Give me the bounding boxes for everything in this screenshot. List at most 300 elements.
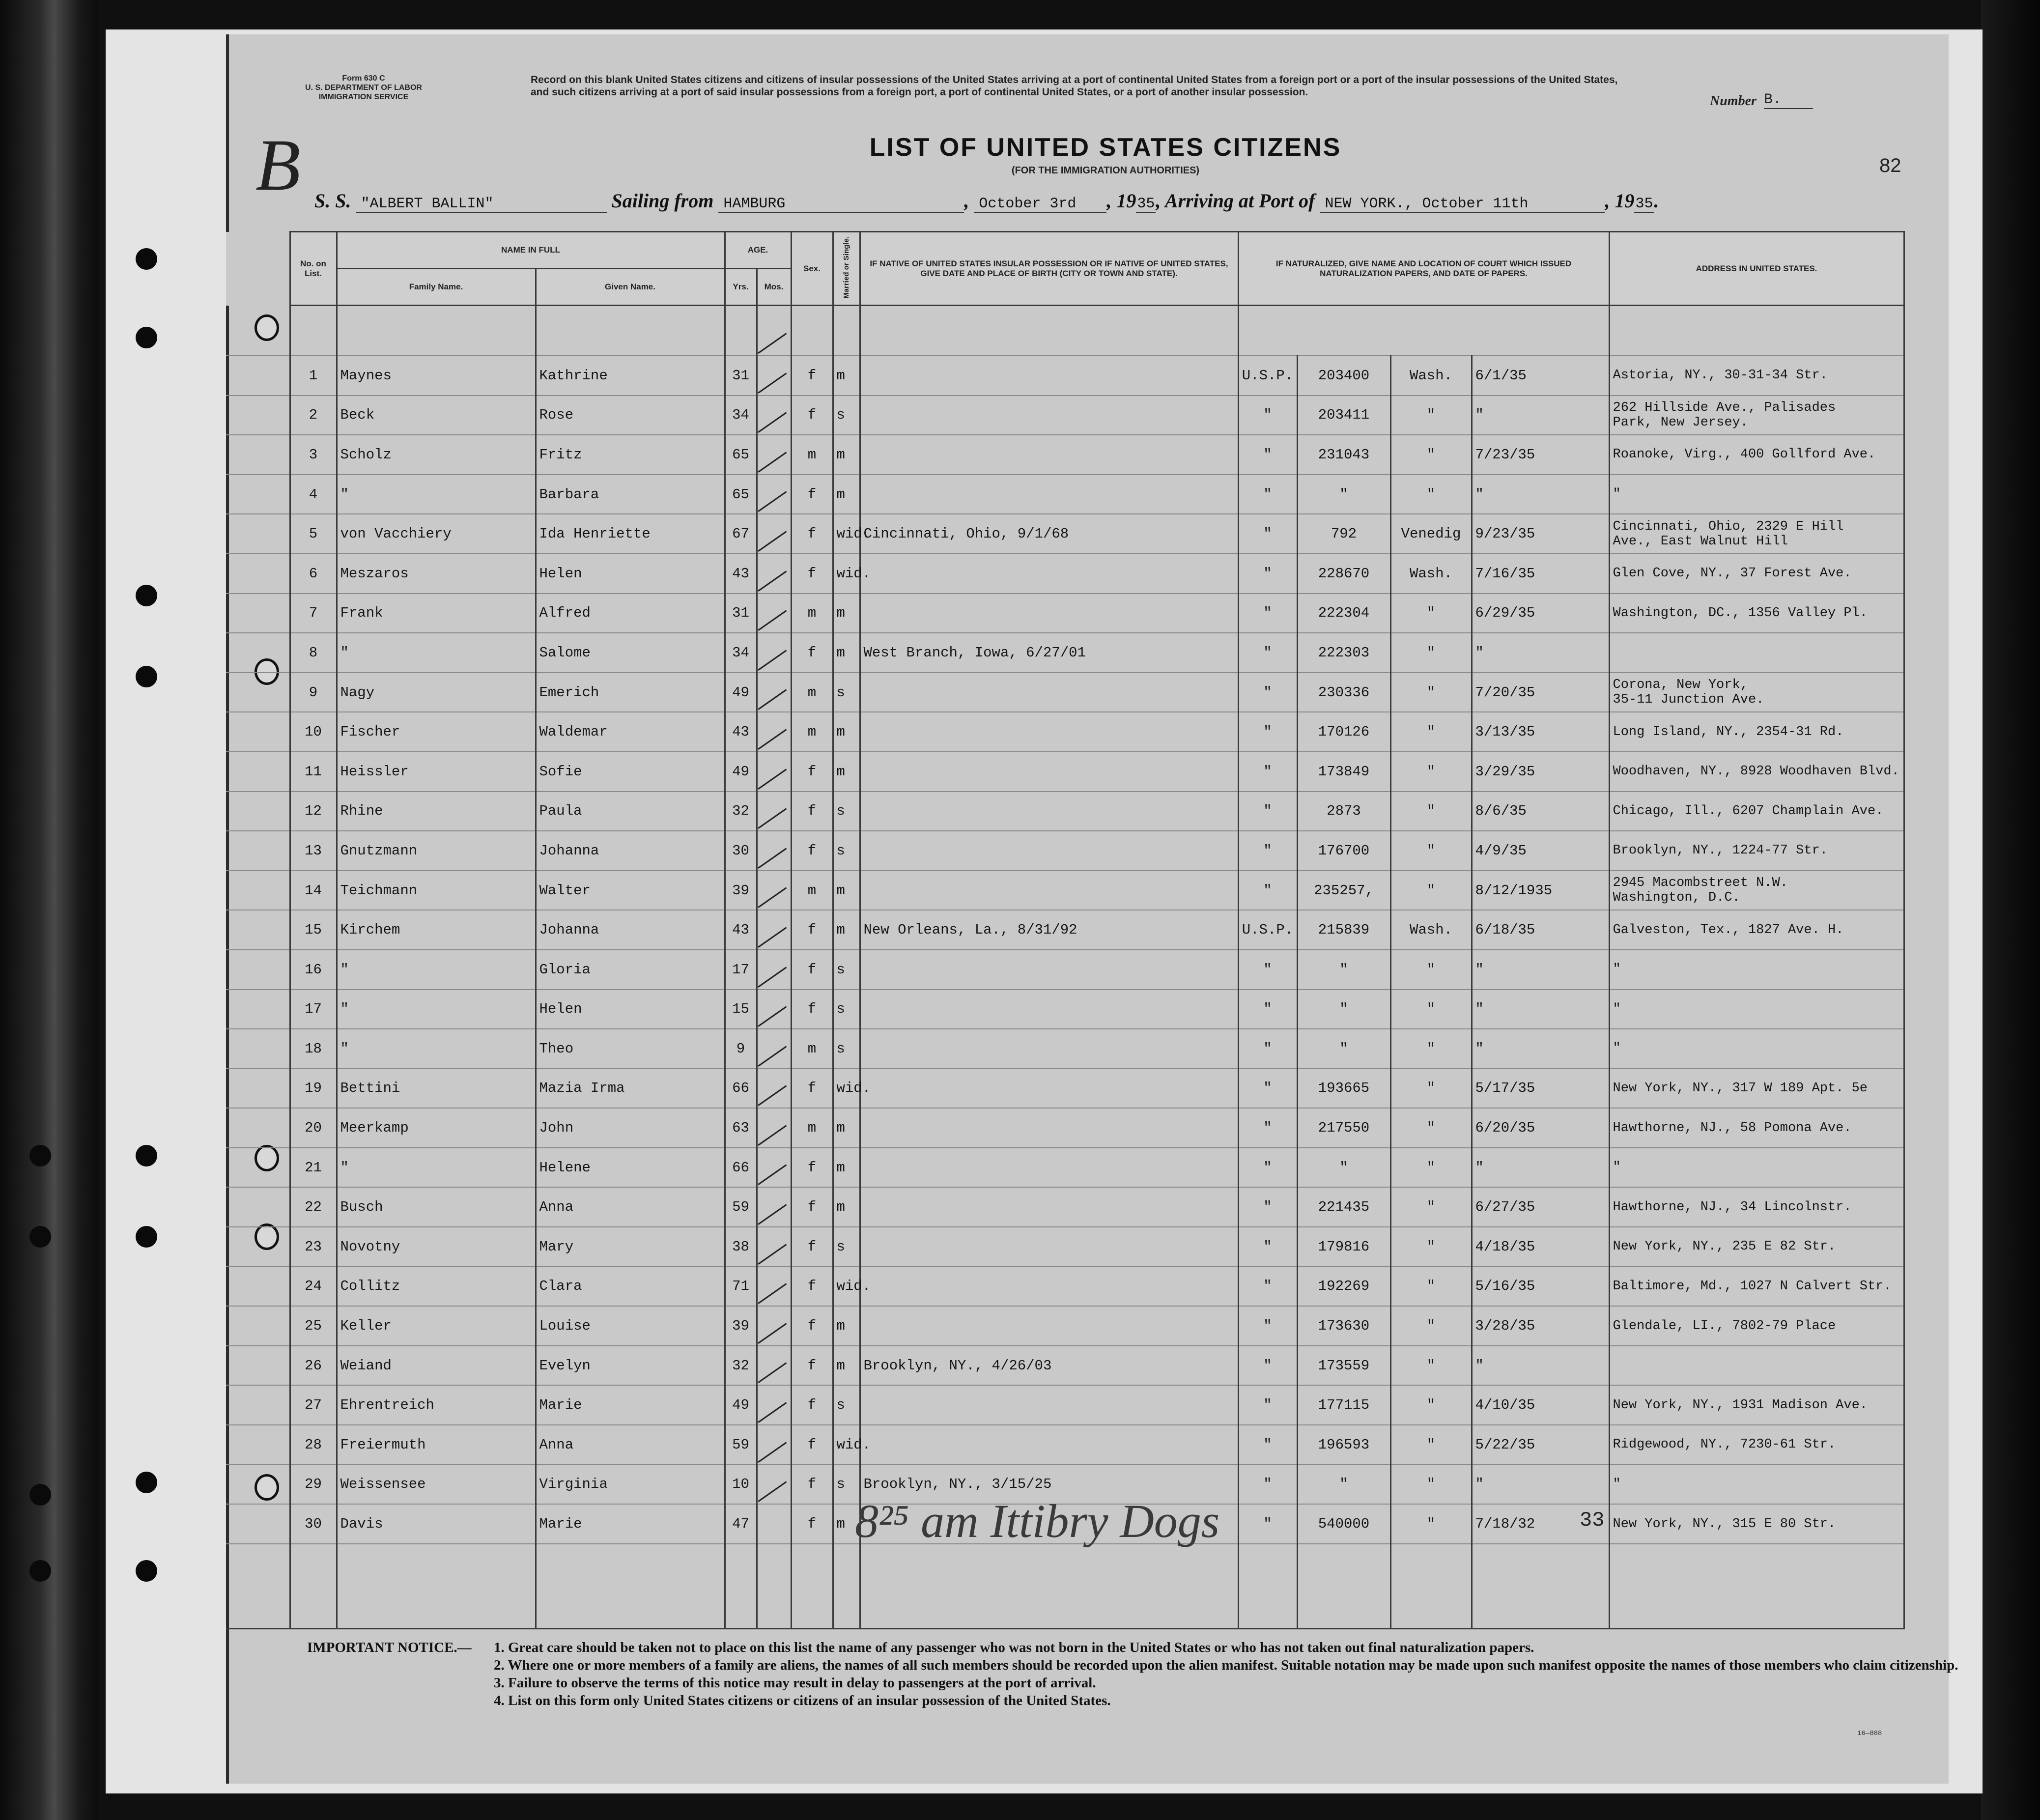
birth-place-date: Cincinnati, Ohio, 9/1/68 <box>860 514 1238 554</box>
given-name: Marie <box>536 1385 725 1425</box>
birth-place-date <box>860 831 1238 871</box>
age-years: 59 <box>725 1187 757 1227</box>
table-row <box>226 396 1904 435</box>
sex: m <box>791 1029 833 1069</box>
birth-place-date <box>860 752 1238 792</box>
sex: f <box>791 1187 833 1227</box>
naturalization-court: " <box>1238 554 1297 594</box>
table-row <box>226 831 1904 871</box>
naturalization-number: 2873 <box>1297 792 1390 831</box>
table-row <box>226 1306 1904 1346</box>
margin-cell <box>226 1029 290 1069</box>
sex: f <box>791 1346 833 1386</box>
margin-cell <box>226 1385 290 1425</box>
marital-status: s <box>833 990 860 1029</box>
sex: m <box>791 435 833 475</box>
margin-cell <box>226 1267 290 1307</box>
naturalization-location: " <box>1390 792 1472 831</box>
marital-status: s <box>833 792 860 831</box>
naturalization-court: " <box>1238 1267 1297 1307</box>
family-name: Rhine <box>337 792 536 831</box>
sex: f <box>791 1465 833 1505</box>
naturalization-date: 8/6/35 <box>1472 792 1609 831</box>
naturalization-date: 3/29/35 <box>1472 752 1609 792</box>
birth-place-date <box>860 990 1238 1029</box>
given-name: Waldemar <box>536 712 725 752</box>
margin-cell <box>226 356 290 396</box>
table-row <box>226 990 1904 1029</box>
naturalization-court: " <box>1238 1346 1297 1386</box>
naturalization-court: " <box>1238 1385 1297 1425</box>
age-years: 38 <box>725 1227 757 1267</box>
naturalization-number: 192269 <box>1297 1267 1390 1307</box>
naturalization-court: " <box>1238 514 1297 554</box>
naturalization-number: 179816 <box>1297 1227 1390 1267</box>
us-address: Corona, New York, 35-11 Junction Ave. <box>1609 673 1904 712</box>
margin-cell <box>226 1465 290 1505</box>
naturalization-number: " <box>1297 950 1390 990</box>
col-yrs: Yrs. <box>725 269 757 306</box>
naturalization-date: 7/23/35 <box>1472 435 1609 475</box>
family-name: Weiand <box>337 1346 536 1386</box>
row-number: 25 <box>290 1306 337 1346</box>
age-years: 31 <box>725 356 757 396</box>
naturalization-number: 217550 <box>1297 1108 1390 1148</box>
us-address: " <box>1609 1029 1904 1069</box>
marital-status: s <box>833 1227 860 1267</box>
age-years: 17 <box>725 950 757 990</box>
naturalization-court: " <box>1238 396 1297 435</box>
naturalization-number: 177115 <box>1297 1385 1390 1425</box>
birth-place-date <box>860 554 1238 594</box>
sex: f <box>791 1385 833 1425</box>
age-years: 49 <box>725 1385 757 1425</box>
family-name: Nagy <box>337 673 536 712</box>
naturalization-date: 6/1/35 <box>1472 356 1609 396</box>
binder-hole <box>136 248 157 270</box>
given-name: Johanna <box>536 831 725 871</box>
birth-place-date: New Orleans, La., 8/31/92 <box>860 910 1238 950</box>
margin-cell <box>226 673 290 712</box>
row-number: 24 <box>290 1267 337 1307</box>
marital-status: m <box>833 910 860 950</box>
naturalization-date: 6/27/35 <box>1472 1187 1609 1227</box>
age-years: 32 <box>725 792 757 831</box>
marital-status: m <box>833 594 860 633</box>
family-name: " <box>337 475 536 514</box>
margin-cell <box>226 1346 290 1386</box>
naturalization-location: Wash. <box>1390 554 1472 594</box>
row-number: 26 <box>290 1346 337 1386</box>
naturalization-number: 228670 <box>1297 554 1390 594</box>
row-number: 5 <box>290 514 337 554</box>
sex: f <box>791 950 833 990</box>
naturalization-number: " <box>1297 990 1390 1029</box>
family-name: " <box>337 1029 536 1069</box>
row-number: 7 <box>290 594 337 633</box>
family-name: Novotny <box>337 1227 536 1267</box>
row-number: 29 <box>290 1465 337 1505</box>
row-number: 6 <box>290 554 337 594</box>
marital-status: m <box>833 475 860 514</box>
age-years: 66 <box>725 1148 757 1188</box>
row-number: 23 <box>290 1227 337 1267</box>
important-notice <box>307 1639 1958 1709</box>
naturalization-location: " <box>1390 1504 1472 1544</box>
given-name: Ida Henriette <box>536 514 725 554</box>
number-label: Number <box>1710 93 1757 109</box>
given-name: Alfred <box>536 594 725 633</box>
marital-status: m <box>833 1504 860 1544</box>
naturalization-date: " <box>1472 1346 1609 1386</box>
naturalization-location: " <box>1390 633 1472 673</box>
naturalization-location: " <box>1390 1425 1472 1465</box>
birth-place-date <box>860 396 1238 435</box>
family-name: Weissensee <box>337 1465 536 1505</box>
naturalization-court: " <box>1238 752 1297 792</box>
us-address: Washington, DC., 1356 Valley Pl. <box>1609 594 1904 633</box>
row-number: 11 <box>290 752 337 792</box>
print-code: 16—888 <box>1857 1730 1882 1737</box>
naturalization-location: " <box>1390 1346 1472 1386</box>
us-address: " <box>1609 950 1904 990</box>
naturalization-location: Venedig <box>1390 514 1472 554</box>
naturalization-location: " <box>1390 712 1472 752</box>
margin-col <box>226 232 290 306</box>
naturalization-court: U.S.P. <box>1238 910 1297 950</box>
birth-place-date <box>860 1069 1238 1109</box>
sex: m <box>791 673 833 712</box>
form-number: Form 630 C U. S. DEPARTMENT OF LABOR IMMIGRATION SERVICE <box>305 74 422 101</box>
marital-status: m <box>833 633 860 673</box>
naturalization-location: " <box>1390 871 1472 910</box>
naturalization-location: " <box>1390 396 1472 435</box>
naturalization-number: 222303 <box>1297 633 1390 673</box>
naturalization-location: " <box>1390 1069 1472 1109</box>
margin-cell <box>226 831 290 871</box>
given-name: Helene <box>536 1148 725 1188</box>
us-address: Ridgewood, NY., 7230-61 Str. <box>1609 1425 1904 1465</box>
naturalization-court: " <box>1238 475 1297 514</box>
table-row <box>226 1385 1904 1425</box>
naturalization-court: " <box>1238 1504 1297 1544</box>
marital-status: wid. <box>833 1425 860 1465</box>
row-number: 13 <box>290 831 337 871</box>
naturalization-court: " <box>1238 831 1297 871</box>
birth-place-date <box>860 435 1238 475</box>
age-years: 49 <box>725 752 757 792</box>
marital-status: m <box>833 356 860 396</box>
naturalization-location: " <box>1390 594 1472 633</box>
naturalization-date: " <box>1472 1148 1609 1188</box>
sex: f <box>791 910 833 950</box>
row-number: 4 <box>290 475 337 514</box>
birth-place-date <box>860 1306 1238 1346</box>
naturalization-date: 5/22/35 <box>1472 1425 1609 1465</box>
col-age: AGE. <box>725 232 791 269</box>
age-years: 65 <box>725 475 757 514</box>
record-instructions: Record on this blank United States citizens and citizens of insular possessions of the United States arriving at a port of continental United States from a foreign port or a port of the insular possessions of the United States, and such citizens arriving at a port of said insular possessions from a foreign port, a port of continental United States, or a port of another insular possession. <box>531 74 1618 98</box>
sex: f <box>791 752 833 792</box>
given-name: Walter <box>536 871 725 910</box>
row-number: 3 <box>290 435 337 475</box>
age-years: 9 <box>725 1029 757 1069</box>
table-row <box>226 1148 1904 1188</box>
us-address: Glendale, LI., 7802-79 Place <box>1609 1306 1904 1346</box>
naturalization-date: 6/18/35 <box>1472 910 1609 950</box>
binder-hole <box>136 1472 157 1493</box>
given-name: Marie <box>536 1504 725 1544</box>
marital-status: m <box>833 1148 860 1188</box>
row-number: 20 <box>290 1108 337 1148</box>
table-row <box>226 1227 1904 1267</box>
table-row <box>226 1108 1904 1148</box>
marital-status: wid. <box>833 1267 860 1307</box>
age-months <box>757 1504 791 1544</box>
naturalization-date: " <box>1472 1029 1609 1069</box>
sex: f <box>791 356 833 396</box>
row-number: 27 <box>290 1385 337 1425</box>
table-row <box>226 594 1904 633</box>
naturalization-number: 173630 <box>1297 1306 1390 1346</box>
table-row <box>226 712 1904 752</box>
marital-status: m <box>833 435 860 475</box>
given-name: Emerich <box>536 673 725 712</box>
sex: f <box>791 396 833 435</box>
col-naturalized: IF NATURALIZED, GIVE NAME AND LOCATION OF COURT WHICH ISSUED NATURALIZATION PAPERS, AND DATE OF PAPERS. <box>1238 232 1609 306</box>
birth-place-date <box>860 1267 1238 1307</box>
margin-cell <box>226 1108 290 1148</box>
col-given: Given Name. <box>536 269 725 306</box>
naturalization-number: 230336 <box>1297 673 1390 712</box>
given-name: Mary <box>536 1227 725 1267</box>
col-mos: Mos. <box>757 269 791 306</box>
family-name: " <box>337 950 536 990</box>
row-number: 17 <box>290 990 337 1029</box>
us-address: New York, NY., 235 E 82 Str. <box>1609 1227 1904 1267</box>
family-name: Freiermuth <box>337 1425 536 1465</box>
naturalization-date: 3/13/35 <box>1472 712 1609 752</box>
margin-cell <box>226 792 290 831</box>
table-spacer <box>226 306 1904 356</box>
birth-place-date <box>860 1029 1238 1069</box>
notice-item-3: 3. Failure to observe the terms of this notice may result in delay to passengers at the port of arrival. <box>494 1675 1096 1691</box>
row-number: 9 <box>290 673 337 712</box>
naturalization-date: 4/9/35 <box>1472 831 1609 871</box>
given-name: Helen <box>536 990 725 1029</box>
naturalization-court: " <box>1238 990 1297 1029</box>
naturalization-date: 8/12/1935 <box>1472 871 1609 910</box>
given-name: Anna <box>536 1187 725 1227</box>
row-number: 16 <box>290 950 337 990</box>
naturalization-number: 792 <box>1297 514 1390 554</box>
marital-status: m <box>833 1108 860 1148</box>
age-years: 59 <box>725 1425 757 1465</box>
sex: f <box>791 1227 833 1267</box>
given-name: Fritz <box>536 435 725 475</box>
binder-hole <box>136 1226 157 1248</box>
sex: f <box>791 633 833 673</box>
sex: f <box>791 1504 833 1544</box>
birth-place-date <box>860 1385 1238 1425</box>
row-number: 12 <box>290 792 337 831</box>
table-row <box>226 871 1904 910</box>
margin-cell <box>226 435 290 475</box>
margin-cell <box>226 950 290 990</box>
family-name: Meszaros <box>337 554 536 594</box>
naturalization-court: " <box>1238 1029 1297 1069</box>
naturalization-court: " <box>1238 435 1297 475</box>
year-prefix: 19 <box>1116 190 1136 212</box>
naturalization-number: 540000 <box>1297 1504 1390 1544</box>
row-number: 21 <box>290 1148 337 1188</box>
arriving-label: Arriving at Port of <box>1164 190 1315 212</box>
table-row <box>226 752 1904 792</box>
naturalization-location: " <box>1390 1148 1472 1188</box>
naturalization-location: Wash. <box>1390 356 1472 396</box>
naturalization-date: 7/20/35 <box>1472 673 1609 712</box>
naturalization-number: " <box>1297 1465 1390 1505</box>
family-name: Gnutzmann <box>337 831 536 871</box>
marital-status: s <box>833 1465 860 1505</box>
notice-item-4: 4. List on this form only United States citizens or citizens of an insular possession of the United States. <box>494 1693 1111 1708</box>
age-years: 30 <box>725 831 757 871</box>
us-address: " <box>1609 1465 1904 1505</box>
given-name: Sofie <box>536 752 725 792</box>
naturalization-number: 173559 <box>1297 1346 1390 1386</box>
us-address: " <box>1609 990 1904 1029</box>
given-name: Theo <box>536 1029 725 1069</box>
naturalization-location: " <box>1390 752 1472 792</box>
naturalization-location: " <box>1390 1029 1472 1069</box>
margin-cell <box>226 1148 290 1188</box>
age-years: 10 <box>725 1465 757 1505</box>
naturalization-court: " <box>1238 673 1297 712</box>
naturalization-location: " <box>1390 1227 1472 1267</box>
margin-cell <box>226 633 290 673</box>
age-years: 65 <box>725 435 757 475</box>
given-name: Johanna <box>536 910 725 950</box>
page-number: 82 <box>1879 155 1901 176</box>
naturalization-location: " <box>1390 831 1472 871</box>
birth-place-date <box>860 1227 1238 1267</box>
notice-heading: IMPORTANT NOTICE.— <box>307 1640 472 1655</box>
naturalization-location: " <box>1390 1187 1472 1227</box>
naturalization-date: 5/16/35 <box>1472 1267 1609 1307</box>
naturalization-number: 176700 <box>1297 831 1390 871</box>
table-row <box>226 435 1904 475</box>
sex: m <box>791 712 833 752</box>
age-years: 34 <box>725 633 757 673</box>
binder-hole <box>136 1560 157 1582</box>
birth-place-date: West Branch, Iowa, 6/27/01 <box>860 633 1238 673</box>
naturalization-court: " <box>1238 594 1297 633</box>
birth-place-date <box>860 1148 1238 1188</box>
table-row <box>226 792 1904 831</box>
naturalization-court: " <box>1238 1227 1297 1267</box>
family-name: Teichmann <box>337 871 536 910</box>
family-name: Davis <box>337 1504 536 1544</box>
binder-hole <box>29 1560 51 1582</box>
citizens-table <box>226 231 1905 1629</box>
from-port: HAMBURG <box>718 196 964 213</box>
sex: f <box>791 1425 833 1465</box>
age-years: 49 <box>725 673 757 712</box>
family-name: " <box>337 1148 536 1188</box>
sex: m <box>791 594 833 633</box>
us-address <box>1609 1346 1904 1386</box>
row-number: 15 <box>290 910 337 950</box>
marital-status: s <box>833 396 860 435</box>
naturalization-location: " <box>1390 950 1472 990</box>
sex: m <box>791 871 833 910</box>
marital-status: s <box>833 1029 860 1069</box>
age-years: 15 <box>725 990 757 1029</box>
birth-place-date <box>860 356 1238 396</box>
table-row <box>226 514 1904 554</box>
table-row <box>226 1187 1904 1227</box>
row-number: 10 <box>290 712 337 752</box>
birth-place-date <box>860 594 1238 633</box>
margin-cell <box>226 1227 290 1267</box>
col-family: Family Name. <box>337 269 536 306</box>
page-subtitle: (FOR THE IMMIGRATION AUTHORITIES) <box>1011 165 1200 176</box>
row-number: 19 <box>290 1069 337 1109</box>
depart-year: 35 <box>1137 196 1155 212</box>
us-address: Long Island, NY., 2354-31 Rd. <box>1609 712 1904 752</box>
sailing-label: Sailing from <box>611 190 714 212</box>
given-name: Rose <box>536 396 725 435</box>
given-name: Evelyn <box>536 1346 725 1386</box>
table-row <box>226 356 1904 396</box>
table-row <box>226 633 1904 673</box>
naturalization-date: 6/29/35 <box>1472 594 1609 633</box>
margin-cell <box>226 1069 290 1109</box>
naturalization-court: " <box>1238 712 1297 752</box>
us-address: " <box>1609 1148 1904 1188</box>
family-name: Collitz <box>337 1267 536 1307</box>
sex: f <box>791 1069 833 1109</box>
table-row <box>226 910 1904 950</box>
naturalization-court: " <box>1238 1108 1297 1148</box>
naturalization-court: " <box>1238 1465 1297 1505</box>
naturalization-number: 196593 <box>1297 1425 1390 1465</box>
page-title: LIST OF UNITED STATES CITIZENS <box>869 133 1342 162</box>
naturalization-number: 193665 <box>1297 1069 1390 1109</box>
row-number: 14 <box>290 871 337 910</box>
sex: f <box>791 831 833 871</box>
naturalization-court: " <box>1238 1148 1297 1188</box>
given-name: Anna <box>536 1425 725 1465</box>
given-name: Paula <box>536 792 725 831</box>
given-name: Helen <box>536 554 725 594</box>
given-name: Barbara <box>536 475 725 514</box>
col-native: IF NATIVE OF UNITED STATES INSULAR POSSESSION OR IF NATIVE OF UNITED STATES, GIVE DATE AND PLACE OF BIRTH (CITY OR TOWN AND STATE). <box>860 232 1238 306</box>
table-row <box>226 1029 1904 1069</box>
row-number: 2 <box>290 396 337 435</box>
birth-place-date <box>860 1425 1238 1465</box>
us-address: New York, NY., 1931 Madison Ave. <box>1609 1385 1904 1425</box>
margin-cell <box>226 514 290 554</box>
naturalization-court: " <box>1238 1425 1297 1465</box>
row-number: 30 <box>290 1504 337 1544</box>
sex: f <box>791 1148 833 1188</box>
family-name: Fischer <box>337 712 536 752</box>
naturalization-court: " <box>1238 950 1297 990</box>
family-name: Beck <box>337 396 536 435</box>
us-address: Hawthorne, NJ., 58 Pomona Ave. <box>1609 1108 1904 1148</box>
family-name: Heissler <box>337 752 536 792</box>
